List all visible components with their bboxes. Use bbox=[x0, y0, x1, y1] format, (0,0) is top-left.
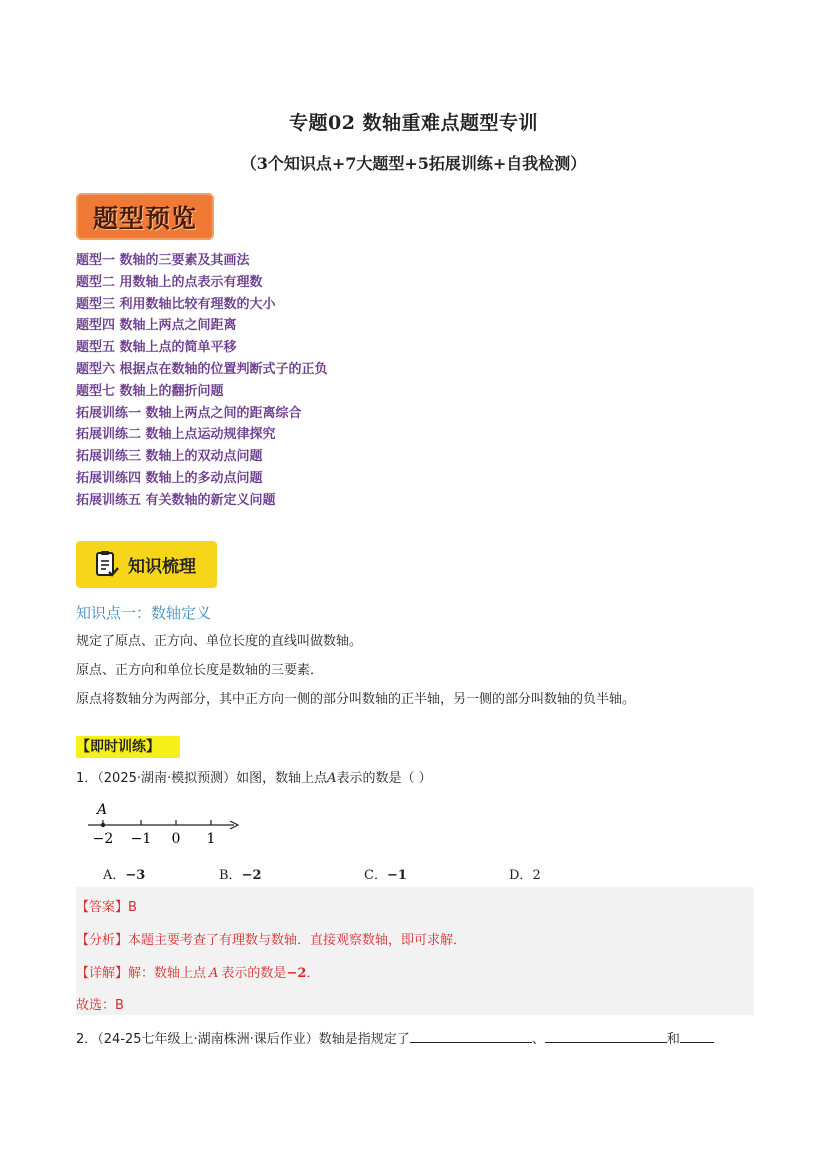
point-label: A bbox=[96, 802, 108, 818]
question-2 bbox=[76, 1028, 714, 1047]
fill-blank[interactable] bbox=[545, 1028, 667, 1043]
analysis-text: 本题主要考查了有理数与数轴．直接观察数轴，即可求解． bbox=[128, 933, 467, 948]
tick-label: 1 bbox=[206, 831, 216, 846]
question-1 bbox=[76, 767, 432, 786]
answer-line bbox=[76, 896, 137, 915]
topic-item[interactable]: 题型六 根据点在数轴的位置判断式子的正负 bbox=[76, 361, 328, 377]
fill-blank[interactable] bbox=[410, 1028, 532, 1043]
choice-line bbox=[76, 994, 124, 1013]
topic-item[interactable]: 拓展训练二 数轴上点运动规律探究 bbox=[76, 427, 276, 443]
detail-value: −2 bbox=[286, 966, 307, 981]
knowledge-point-heading: 知识点一：数轴定义 bbox=[76, 604, 212, 622]
checklist-icon bbox=[94, 550, 120, 580]
overview-badge bbox=[76, 193, 214, 240]
question-2-sep2: 和 bbox=[666, 1032, 680, 1047]
tick-label: 0 bbox=[171, 831, 181, 846]
question-2-sep1: 、 bbox=[531, 1032, 545, 1047]
paragraph: 原点、正方向和单位长度是数轴的三要素． bbox=[76, 663, 324, 678]
topic-item[interactable]: 题型二 用数轴上的点表示有理数 bbox=[76, 274, 263, 290]
paragraph: 原点将数轴分为两部分，其中正方向一侧的部分叫数轴的正半轴，另一侧的部分叫数轴的负半轴。 bbox=[76, 692, 636, 707]
option-d[interactable]: D．2 bbox=[509, 868, 541, 883]
paragraph: 规定了原点、正方向、单位长度的直线叫做数轴。 bbox=[76, 634, 363, 649]
knowledge-badge bbox=[76, 541, 217, 588]
detail-mid: 表示的数是 bbox=[221, 966, 287, 981]
analysis-tag: 【分析】 bbox=[76, 933, 129, 948]
page-title: 专题02 数轴重难点题型专训 bbox=[288, 112, 539, 134]
question-1-suffix: 表示的数是（ ） bbox=[336, 771, 432, 786]
topic-item[interactable]: 题型七 数轴上的翻折问题 bbox=[76, 383, 224, 399]
detail-prefix: 解：数轴上点 bbox=[128, 966, 207, 981]
question-1-var: A bbox=[327, 771, 337, 786]
topic-item[interactable]: 题型三 利用数轴比较有理数的大小 bbox=[76, 296, 276, 312]
topic-item[interactable]: 题型五 数轴上点的简单平移 bbox=[76, 340, 237, 356]
tick-label: −2 bbox=[92, 831, 114, 846]
detail-end: ． bbox=[306, 966, 320, 981]
detail-tag: 【详解】 bbox=[76, 966, 129, 981]
option-b[interactable]: B．−2 bbox=[219, 868, 262, 883]
question-1-prefix: 1．（2025·湖南·模拟预测）如图，数轴上点 bbox=[76, 771, 328, 786]
option-a[interactable]: A．−3 bbox=[103, 868, 146, 883]
topic-item[interactable]: 拓展训练四 数轴上的多动点问题 bbox=[76, 470, 263, 486]
question-2-prefix: 2．（24-25七年级上·湖南株洲·课后作业）数轴是指规定了 bbox=[76, 1032, 410, 1047]
topic-list bbox=[76, 250, 328, 512]
topic-item[interactable]: 题型一 数轴的三要素及其画法 bbox=[76, 253, 250, 268]
answer-tag: 【答案】 bbox=[76, 900, 129, 915]
topic-item[interactable]: 拓展训练一 数轴上两点之间的距离综合 bbox=[76, 405, 302, 421]
detail-var: A bbox=[209, 966, 219, 981]
answer-panel bbox=[76, 887, 754, 1015]
topic-item[interactable]: 拓展训练三 数轴上的双动点问题 bbox=[76, 449, 263, 465]
point-a-dot bbox=[101, 823, 105, 827]
fill-blank[interactable] bbox=[680, 1028, 714, 1043]
option-c[interactable]: C．−1 bbox=[364, 868, 407, 883]
number-line-figure bbox=[80, 798, 250, 846]
analysis-line bbox=[76, 929, 466, 948]
topic-item[interactable]: 拓展训练五 有关数轴的新定义问题 bbox=[76, 492, 276, 508]
tick-label: −1 bbox=[130, 831, 152, 846]
answer-value: B bbox=[128, 900, 137, 915]
knowledge-badge-label: 知识梳理 bbox=[128, 557, 196, 577]
topic-item[interactable]: 题型四 数轴上两点之间距离 bbox=[76, 318, 237, 334]
drill-label: 【即时训练】 bbox=[76, 736, 180, 758]
overview-badge-label: 题型预览 bbox=[92, 203, 197, 233]
page-subtitle: （3个知识点+7大题型+5拓展训练+自我检测） bbox=[240, 154, 587, 173]
choice-text: 故选：B bbox=[76, 998, 124, 1013]
detail-line bbox=[76, 962, 319, 981]
